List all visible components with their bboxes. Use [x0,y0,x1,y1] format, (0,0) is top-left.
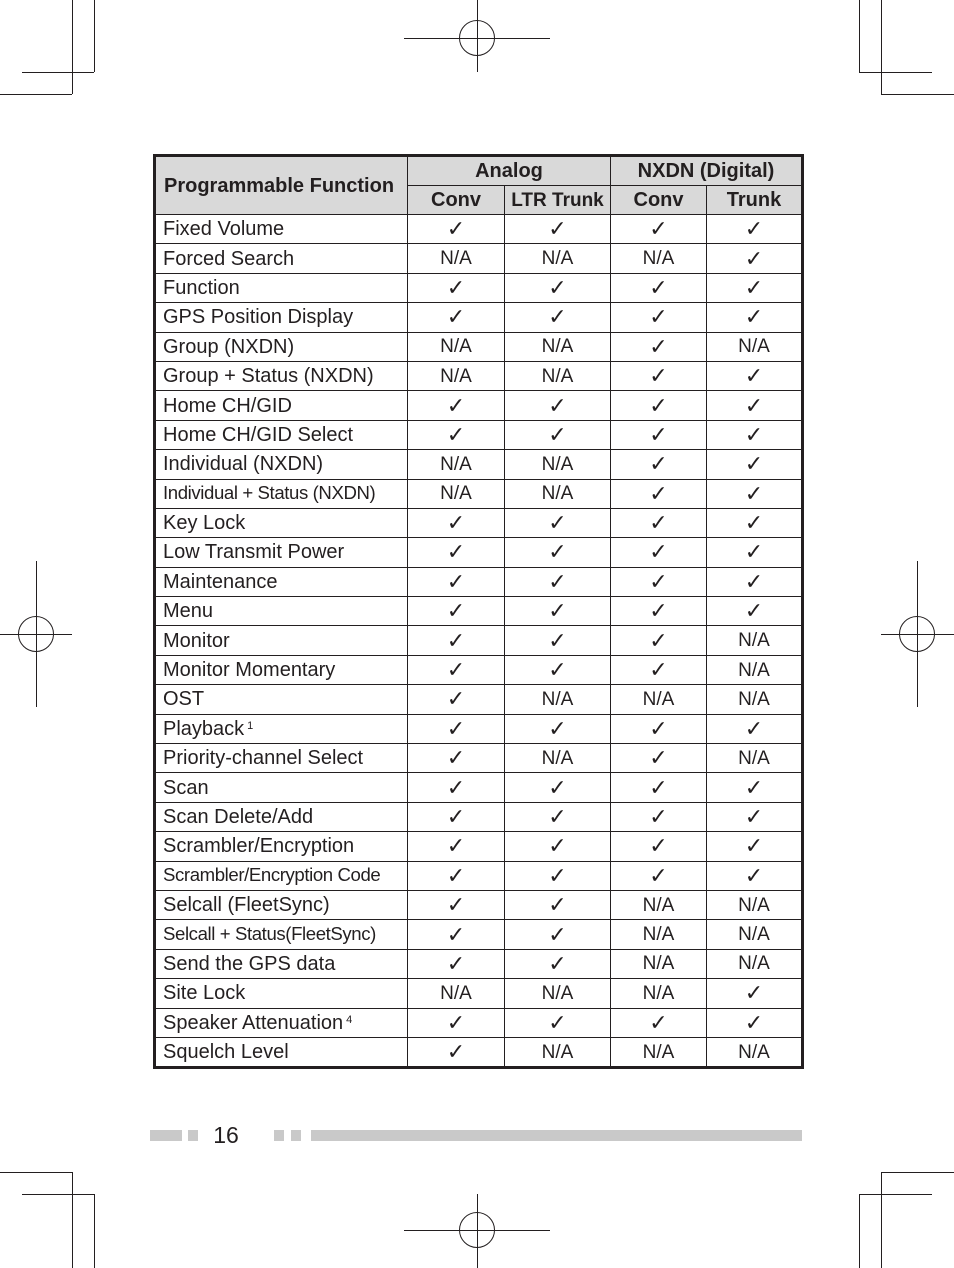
checkmark-cell: ✓ [611,215,707,244]
function-name-cell [155,361,408,390]
checkmark-cell: ✓ [611,1008,707,1037]
na-cell: N/A [408,244,505,273]
function-name: Scrambler/Encryption [163,835,355,858]
checkmark-cell: ✓ [408,714,505,743]
function-name: Scan Delete/Add [163,806,314,828]
checkmark-cell: ✓ [408,655,505,684]
function-name-cell [155,450,408,479]
checkmark-cell: ✓ [611,567,707,596]
checkmark-cell: ✓ [505,1008,611,1037]
table-row [155,215,803,244]
function-name: Priority-channel Select [163,747,364,770]
footer-bar-left [150,1130,182,1141]
checkmark-cell: ✓ [408,861,505,890]
function-name-cell [155,890,408,919]
function-name: GPS Position Display [163,306,354,329]
table-row [155,303,803,332]
checkmark-cell: ✓ [505,420,611,449]
checkmark-cell: ✓ [505,861,611,890]
crop-line [881,634,954,635]
function-name-cell [155,626,408,655]
table-row [155,890,803,919]
function-name-cell [155,832,408,861]
checkmark-cell: ✓ [408,215,505,244]
checkmark-cell: ✓ [408,391,505,420]
crop-line [859,1194,932,1195]
function-name-cell [155,597,408,626]
function-name: Group + Status (NXDN) [163,365,374,388]
na-cell: N/A [707,655,803,684]
table-row [155,508,803,537]
programmable-function-table [153,154,804,1069]
table-row [155,479,803,508]
function-name-cell [155,538,408,567]
checkmark-cell: ✓ [707,450,803,479]
checkmark-cell: ✓ [611,420,707,449]
table-row [155,773,803,802]
page-number: 16 [213,1122,239,1148]
checkmark-cell: ✓ [505,655,611,684]
na-cell: N/A [611,685,707,714]
table-row [155,273,803,302]
footer-bar-right [311,1130,802,1141]
na-cell: N/A [611,890,707,919]
checkmark-cell: ✓ [611,597,707,626]
function-name-cell [155,920,408,949]
checkmark-cell: ✓ [505,802,611,831]
table-row [155,949,803,978]
function-name-cell [155,1008,408,1037]
checkmark-cell: ✓ [611,391,707,420]
function-name-cell [155,508,408,537]
crop-line [22,72,94,73]
checkmark-cell: ✓ [707,215,803,244]
na-cell: N/A [707,1037,803,1067]
function-name: Send the GPS data [163,952,336,975]
na-cell: N/A [505,244,611,273]
na-cell: N/A [505,450,611,479]
na-cell: N/A [707,890,803,919]
function-name: Site Lock [163,982,246,1005]
na-cell: N/A [505,1037,611,1067]
function-name-cell [155,303,408,332]
table-row [155,597,803,626]
function-rows [155,215,803,1068]
checkmark-cell: ✓ [611,332,707,361]
crop-line [72,1172,73,1268]
na-cell: N/A [505,744,611,773]
checkmark-cell: ✓ [611,655,707,684]
function-name-cell [155,861,408,890]
table-row [155,332,803,361]
na-cell: N/A [408,450,505,479]
function-name-cell [155,1037,408,1067]
checkmark-cell: ✓ [707,714,803,743]
checkmark-cell: ✓ [707,597,803,626]
na-cell: N/A [707,332,803,361]
footer-bar-small [291,1130,301,1141]
checkmark-cell: ✓ [611,832,707,861]
column-header-function: Programmable Function [155,156,408,215]
na-cell: N/A [408,979,505,1008]
checkmark-cell: ✓ [707,773,803,802]
na-cell: N/A [408,479,505,508]
crop-line [0,1172,72,1173]
table-row [155,744,803,773]
na-cell: N/A [505,479,611,508]
column-header-ltr-trunk: LTR Trunk [505,186,611,215]
function-name: Squelch Level [163,1041,289,1064]
checkmark-cell: ✓ [408,1037,505,1067]
function-name: Home CH/GID [163,394,292,417]
checkmark-cell: ✓ [408,597,505,626]
checkmark-cell: ✓ [505,538,611,567]
na-cell: N/A [611,920,707,949]
function-name-cell [155,979,408,1008]
checkmark-cell: ✓ [707,361,803,390]
na-cell: N/A [707,626,803,655]
checkmark-cell: ✓ [505,890,611,919]
column-header-nxdn-trunk: Trunk [707,186,803,215]
na-cell: N/A [611,1037,707,1067]
na-cell: N/A [611,979,707,1008]
checkmark-cell: ✓ [707,303,803,332]
na-cell: N/A [707,685,803,714]
crop-line [881,1172,882,1268]
checkmark-cell: ✓ [611,861,707,890]
footer-bar-small [274,1130,284,1141]
function-name: Playback [163,717,245,740]
checkmark-cell: ✓ [707,508,803,537]
checkmark-cell: ✓ [707,420,803,449]
checkmark-cell: ✓ [408,626,505,655]
crop-line [859,0,860,72]
function-name-cell [155,420,408,449]
checkmark-cell: ✓ [505,626,611,655]
crop-line [0,634,72,635]
checkmark-cell: ✓ [408,1008,505,1037]
function-name-cell [155,655,408,684]
function-name: Function [163,276,240,299]
checkmark-cell: ✓ [707,244,803,273]
table-row [155,979,803,1008]
crop-line [477,1194,478,1268]
checkmark-cell: ✓ [707,538,803,567]
column-header-analog-conv: Conv [408,186,505,215]
na-cell: N/A [611,949,707,978]
function-name-cell [155,567,408,596]
checkmark-cell: ✓ [611,538,707,567]
function-name: Group (NXDN) [163,335,295,358]
table-row [155,861,803,890]
table-row [155,920,803,949]
checkmark-cell: ✓ [505,597,611,626]
checkmark-cell: ✓ [408,273,505,302]
checkmark-cell: ✓ [611,714,707,743]
na-cell: N/A [408,332,505,361]
checkmark-cell: ✓ [408,685,505,714]
checkmark-cell: ✓ [408,744,505,773]
crop-line [22,1194,94,1195]
table-row [155,361,803,390]
checkmark-cell: ✓ [611,361,707,390]
table-row [155,420,803,449]
checkmark-cell: ✓ [707,979,803,1008]
table-row [155,802,803,831]
function-name-cell [155,744,408,773]
table-row [155,685,803,714]
checkmark-cell: ✓ [408,567,505,596]
checkmark-cell: ✓ [505,773,611,802]
function-name: Selcall + Status(FleetSync) [163,923,376,945]
function-name-cell [155,332,408,361]
table-row [155,1008,803,1037]
function-name: Maintenance [163,570,278,593]
na-cell: N/A [505,332,611,361]
checkmark-cell: ✓ [611,273,707,302]
function-name: Menu [163,600,214,623]
checkmark-cell: ✓ [707,273,803,302]
function-name-cell [155,685,408,714]
function-name: Fixed Volume [163,218,285,241]
function-name-cell [155,949,408,978]
checkmark-cell: ✓ [505,567,611,596]
crop-line [72,0,73,94]
table-row [155,567,803,596]
checkmark-cell: ✓ [611,802,707,831]
table-row [155,391,803,420]
function-name: Low Transmit Power [163,541,345,564]
checkmark-cell: ✓ [408,420,505,449]
na-cell: N/A [707,949,803,978]
crop-line [859,72,932,73]
checkmark-cell: ✓ [505,215,611,244]
na-cell: N/A [408,361,505,390]
table-row [155,655,803,684]
checkmark-cell: ✓ [408,773,505,802]
function-name-cell [155,802,408,831]
checkmark-cell: ✓ [611,303,707,332]
column-group-analog: Analog [408,156,611,186]
checkmark-cell: ✓ [408,802,505,831]
function-name: Individual + Status (NXDN) [163,482,376,504]
table-row [155,450,803,479]
checkmark-cell: ✓ [408,890,505,919]
function-name: Monitor Momentary [163,659,336,682]
checkmark-cell: ✓ [408,949,505,978]
function-name-cell [155,273,408,302]
function-name: Monitor [163,629,230,652]
function-name: Scrambler/Encryption Code [163,864,381,886]
checkmark-cell: ✓ [707,1008,803,1037]
crop-line [94,0,95,72]
function-name-cell [155,244,408,273]
na-cell: N/A [611,244,707,273]
table-row [155,714,803,743]
crop-line [881,1172,954,1173]
checkmark-cell: ✓ [707,391,803,420]
checkmark-cell: ✓ [505,273,611,302]
checkmark-cell: ✓ [505,391,611,420]
checkmark-cell: ✓ [408,303,505,332]
checkmark-cell: ✓ [408,920,505,949]
function-name: Home CH/GID Select [163,423,354,446]
function-name-cell [155,215,408,244]
function-name: Selcall (FleetSync) [163,894,330,917]
table-row [155,626,803,655]
function-name: OST [163,688,205,711]
checkmark-cell: ✓ [408,538,505,567]
na-cell: N/A [707,744,803,773]
checkmark-cell: ✓ [611,626,707,655]
crop-line [881,0,882,94]
na-cell: N/A [505,979,611,1008]
checkmark-cell: ✓ [707,832,803,861]
checkmark-cell: ✓ [505,508,611,537]
na-cell: N/A [505,685,611,714]
table-row [155,244,803,273]
na-cell: N/A [505,361,611,390]
function-name-cell [155,391,408,420]
footer-bar-left-small [188,1130,198,1141]
checkmark-cell: ✓ [408,832,505,861]
checkmark-cell: ✓ [707,567,803,596]
checkmark-cell: ✓ [611,450,707,479]
checkmark-cell: ✓ [408,508,505,537]
na-cell: N/A [707,920,803,949]
function-name: Individual (NXDN) [163,453,324,476]
function-name: Forced Search [163,247,295,270]
table-row [155,538,803,567]
checkmark-cell: ✓ [611,773,707,802]
function-name: Speaker Attenuation [163,1011,344,1034]
table-row [155,832,803,861]
footnote-marker: 1 [247,719,254,732]
function-name-cell [155,773,408,802]
crop-line [477,0,478,72]
column-group-nxdn: NXDN (Digital) [611,156,803,186]
checkmark-cell: ✓ [505,714,611,743]
checkmark-cell: ✓ [707,861,803,890]
checkmark-cell: ✓ [505,832,611,861]
function-name: Scan [163,776,209,799]
checkmark-cell: ✓ [505,920,611,949]
checkmark-cell: ✓ [611,479,707,508]
function-name-cell [155,714,408,743]
table-row [155,1037,803,1067]
checkmark-cell: ✓ [505,303,611,332]
crop-line [0,94,72,95]
crop-line [881,94,954,95]
crop-line [94,1194,95,1268]
footnote-marker: 4 [346,1013,353,1026]
column-header-nxdn-conv: Conv [611,186,707,215]
checkmark-cell: ✓ [707,802,803,831]
checkmark-cell: ✓ [611,508,707,537]
checkmark-cell: ✓ [505,949,611,978]
function-name-cell [155,479,408,508]
crop-line [859,1194,860,1268]
checkmark-cell: ✓ [611,744,707,773]
checkmark-cell: ✓ [707,479,803,508]
header-row-groups [155,156,803,186]
function-name: Key Lock [163,512,246,535]
